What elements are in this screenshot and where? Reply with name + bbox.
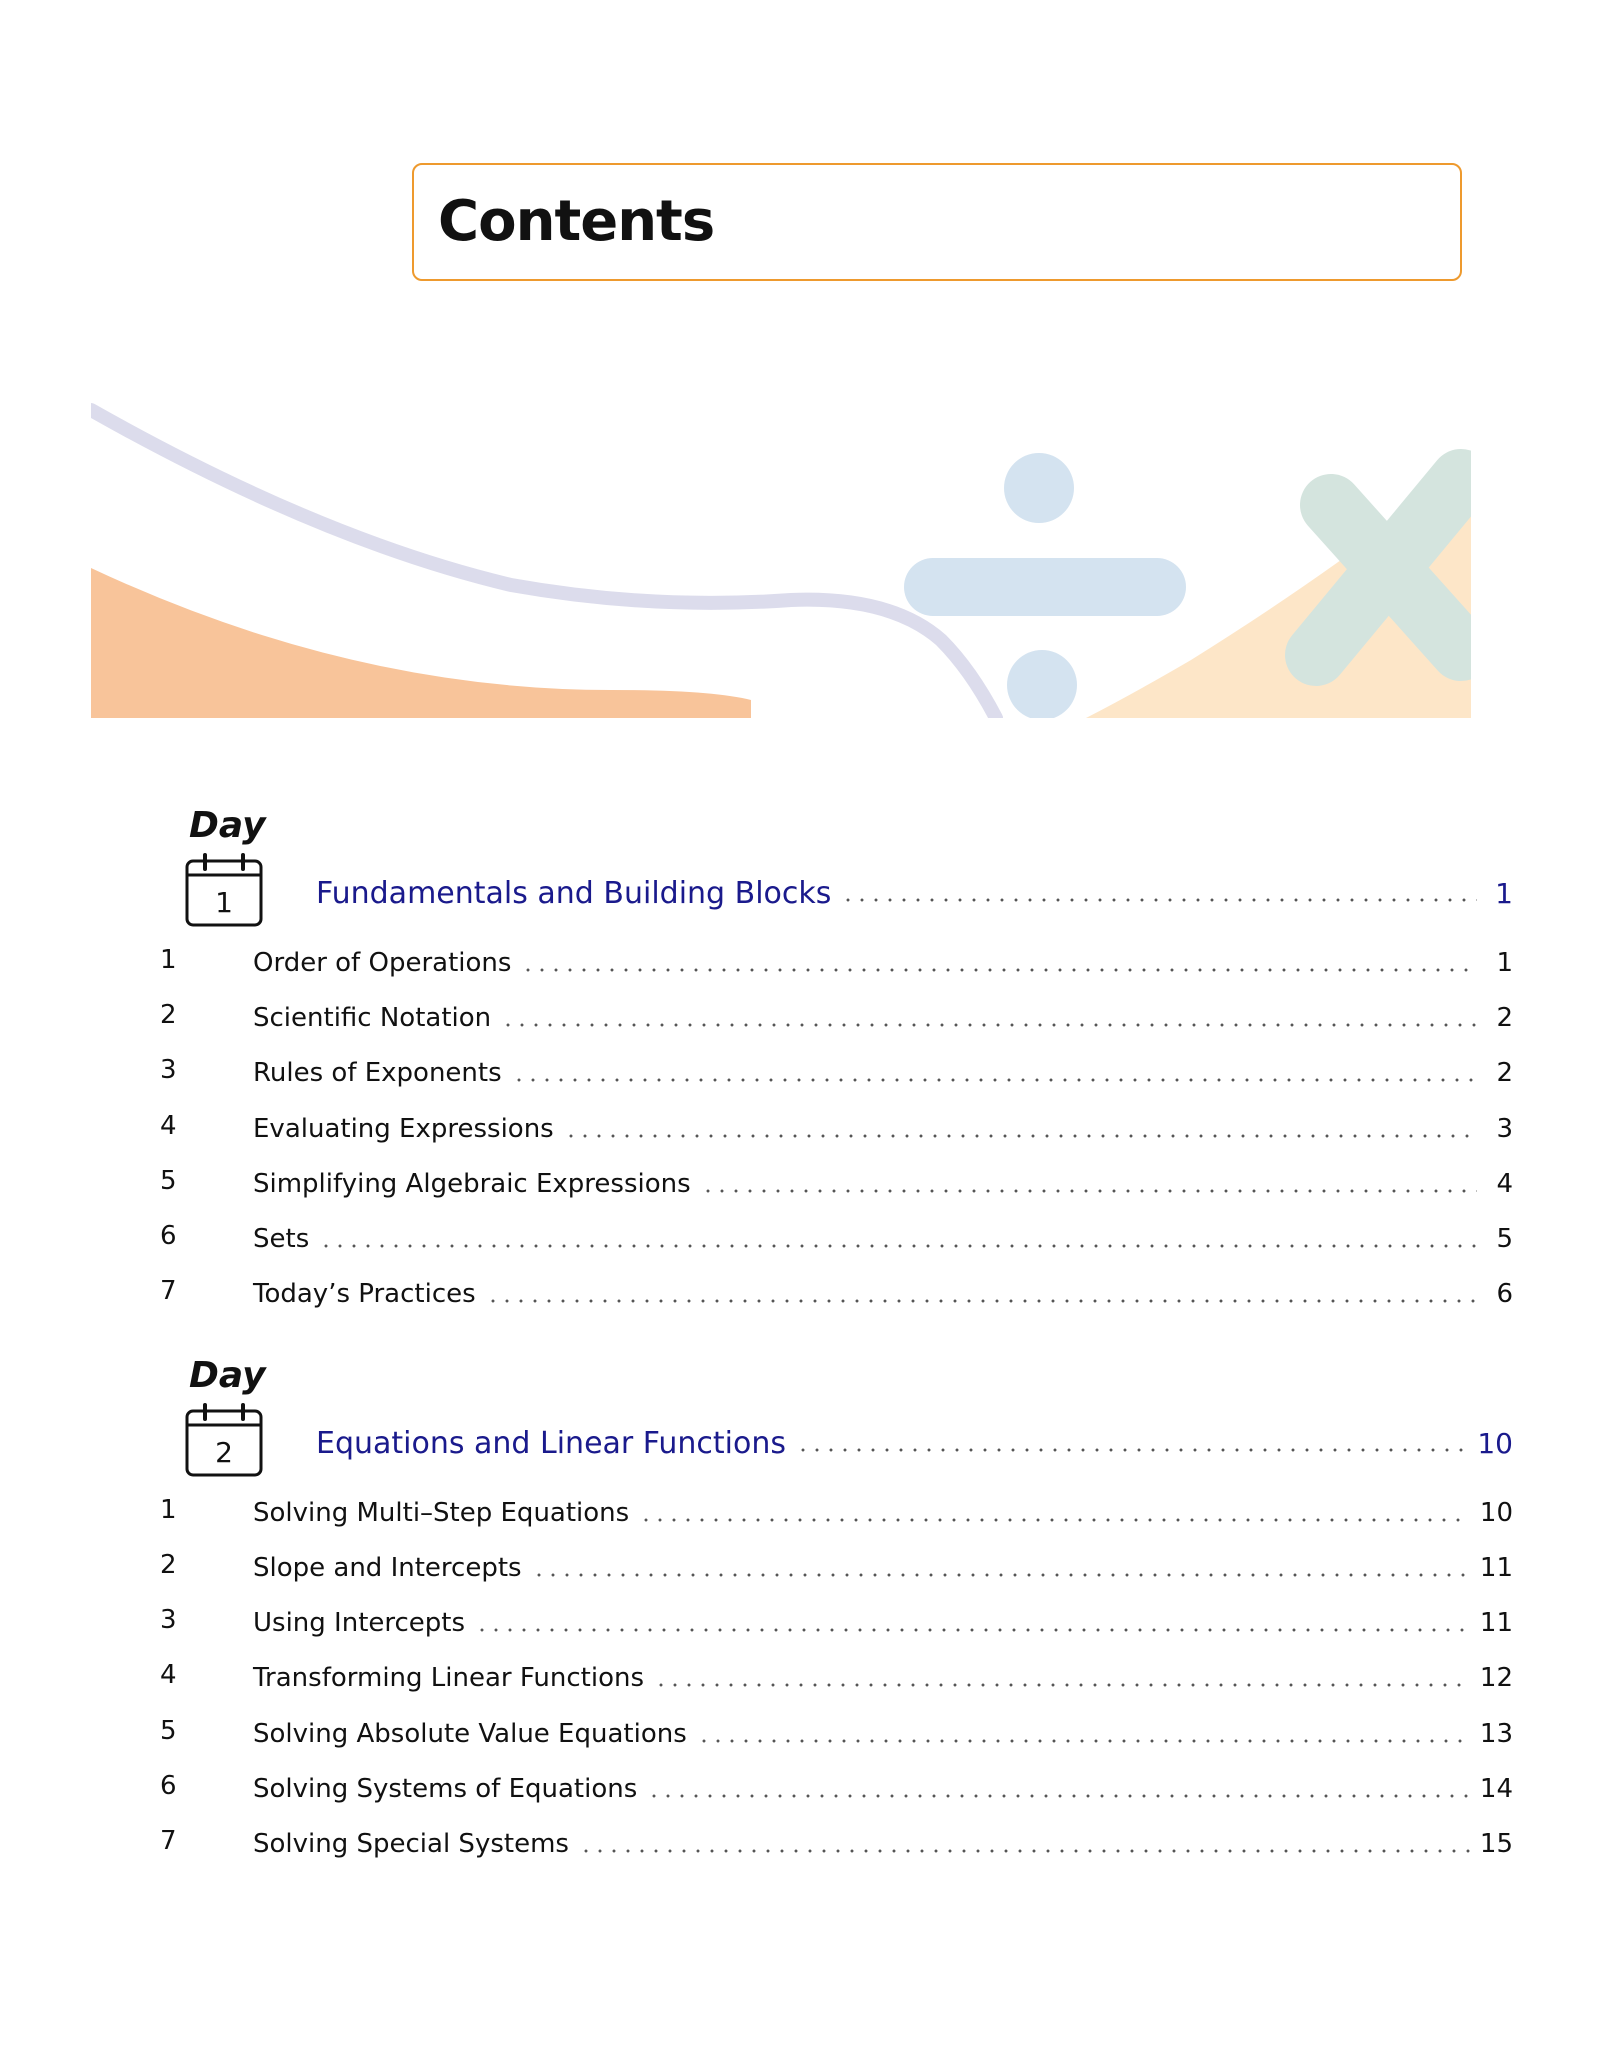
section-label: Rules of Exponents	[253, 1058, 502, 1088]
day-word: Day	[189, 1355, 266, 1396]
section-number: 5	[160, 1166, 177, 1196]
section-number: 3	[160, 1605, 177, 1635]
section-label: Scientific Notation	[253, 1003, 492, 1033]
section-page: 13	[1479, 1719, 1513, 1749]
section-page: 11	[1479, 1553, 1513, 1583]
section-number: 7	[160, 1826, 177, 1856]
heading-label: Equations and Linear Functions	[316, 1425, 787, 1461]
section-number: 6	[160, 1221, 177, 1251]
section-page: 4	[1496, 1169, 1513, 1199]
section-page: 3	[1496, 1114, 1513, 1144]
section-page: 12	[1479, 1663, 1513, 1693]
toc-heading-day-2[interactable]	[0, 1421, 1600, 1465]
day-number: 2	[215, 1436, 233, 1469]
contents-title-box	[412, 163, 1462, 281]
section-page: 5	[1496, 1224, 1513, 1254]
toc-row[interactable]	[0, 1656, 1600, 1700]
section-number: 6	[160, 1771, 177, 1801]
section-number: 2	[160, 1550, 177, 1580]
dot-leader	[796, 1448, 1467, 1452]
dot-leader	[532, 1573, 1470, 1577]
toc-row[interactable]	[0, 1491, 1600, 1535]
heading-page: 10	[1477, 1426, 1513, 1460]
toc-heading-day-1[interactable]	[0, 871, 1600, 915]
section-number: 5	[160, 1716, 177, 1746]
section-number: 1	[160, 1495, 177, 1525]
dot-leader	[512, 1078, 1477, 1082]
heading-label: Fundamentals and Building Blocks	[316, 875, 832, 911]
section-number: 7	[160, 1276, 177, 1306]
decorative-banner	[91, 400, 1471, 718]
banner-orange-wave	[91, 568, 751, 718]
toc-row[interactable]	[0, 1051, 1600, 1095]
divide-icon	[904, 453, 1186, 718]
toc-row[interactable]	[0, 1767, 1600, 1811]
section-label: Today’s Practices	[253, 1279, 476, 1309]
toc-row[interactable]	[0, 1217, 1600, 1261]
section-label: Solving Special Systems	[253, 1829, 569, 1859]
day-word: Day	[189, 805, 266, 846]
toc-row[interactable]	[0, 1712, 1600, 1756]
dot-leader	[697, 1739, 1470, 1743]
toc-row[interactable]	[0, 941, 1600, 985]
section-label: Solving Multi–Step Equations	[253, 1498, 630, 1528]
section-label: Sets	[253, 1224, 310, 1254]
toc-row[interactable]	[0, 1107, 1600, 1151]
section-page: 6	[1496, 1279, 1513, 1309]
toc-row[interactable]	[0, 996, 1600, 1040]
section-page: 2	[1496, 1003, 1513, 1033]
dot-leader	[564, 1134, 1477, 1138]
section-label: Order of Operations	[253, 948, 512, 978]
section-label: Solving Systems of Equations	[253, 1774, 638, 1804]
dot-leader	[841, 898, 1477, 902]
section-page: 11	[1479, 1608, 1513, 1638]
section-page: 2	[1496, 1058, 1513, 1088]
heading-page: 1	[1495, 876, 1513, 910]
toc-row[interactable]	[0, 1162, 1600, 1206]
toc-row[interactable]	[0, 1822, 1600, 1866]
dot-leader	[701, 1189, 1477, 1193]
section-number: 1	[160, 945, 177, 975]
page-title: Contents	[438, 189, 715, 254]
dot-leader	[579, 1849, 1470, 1853]
toc-row[interactable]	[0, 1546, 1600, 1590]
dot-leader	[319, 1244, 1477, 1248]
dot-leader	[639, 1518, 1470, 1522]
dot-leader	[501, 1023, 1477, 1027]
section-label: Slope and Intercepts	[253, 1553, 522, 1583]
section-number: 3	[160, 1055, 177, 1085]
dot-leader	[521, 968, 1477, 972]
section-number: 2	[160, 1000, 177, 1030]
dot-leader	[475, 1628, 1470, 1632]
dot-leader	[486, 1299, 1477, 1303]
dot-leader	[654, 1683, 1470, 1687]
section-label: Using Intercepts	[253, 1608, 466, 1638]
section-label: Evaluating Expressions	[253, 1114, 554, 1144]
section-label: Solving Absolute Value Equations	[253, 1719, 687, 1749]
section-label: Transforming Linear Functions	[253, 1663, 645, 1693]
section-number: 4	[160, 1111, 177, 1141]
section-label: Simplifying Algebraic Expressions	[253, 1169, 691, 1199]
section-page: 14	[1479, 1774, 1513, 1804]
dot-leader	[647, 1794, 1470, 1798]
toc-row[interactable]	[0, 1272, 1600, 1316]
day-number: 1	[215, 886, 233, 919]
section-page: 10	[1479, 1498, 1513, 1528]
section-number: 4	[160, 1660, 177, 1690]
toc-row[interactable]	[0, 1601, 1600, 1645]
section-page: 1	[1496, 948, 1513, 978]
section-page: 15	[1479, 1829, 1513, 1859]
